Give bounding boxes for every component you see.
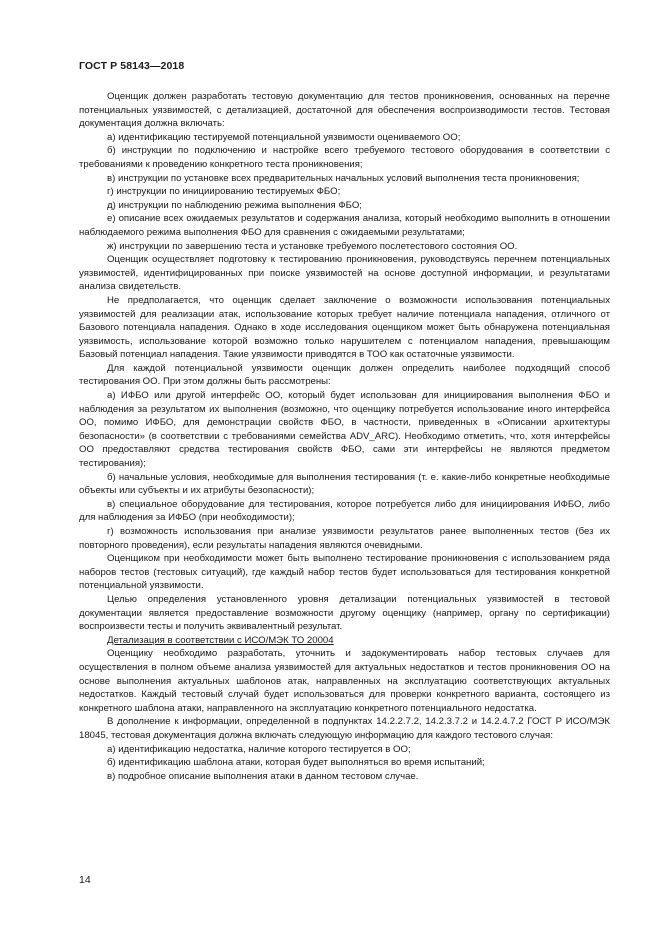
paragraph: Оценщиком при необходимости может быть выполнено тестирование проникновения с использованием ряда наборов тестов (тестовых ситуаций), где каждый набор тестов будет использоваться для тестирования конкретной потенциальной уязвимости. bbox=[79, 553, 610, 592]
list-item: в) подробное описание выполнения атаки в данном тестовом случае. bbox=[107, 770, 419, 782]
section-heading bbox=[79, 634, 610, 648]
list-item: б) начальные условия, необходимые для выполнения тестирования (т. е. какие-либо конкретные необходимые объекты или субъекты и их атрибуты безопасности); bbox=[79, 471, 610, 497]
list-item: а) идентификацию недостатка, наличие которого тестируется в ОО; bbox=[107, 743, 411, 755]
paragraph: Оценщик осуществляет подготовку к тестированию проникновения, руководствуясь перечнем потенциальных уязвимостей, идентифицированных при поиске уязвимостей на основе доступной информации, и результатами анализа свидетельств. bbox=[79, 254, 610, 293]
list-item: г) возможность использования при анализе уязвимости результатов ранее выполненных тестов (без их повторного проведения), если результаты нападения являются очевидными. bbox=[79, 526, 610, 551]
list-item: б) идентификацию шаблона атаки, которая будет выполняться во время испытаний; bbox=[107, 757, 485, 769]
document-header: ГОСТ Р 58143—2018 bbox=[79, 60, 185, 72]
document-body bbox=[79, 90, 610, 783]
paragraph: Оценщик должен разработать тестовую документацию для тестов проникновения, основанных на перечне потенциальных уязвимостей, с детализацией, достаточной для обеспечения воспроизводимости тестов. Тестовая документация должна включать: bbox=[79, 91, 610, 130]
paragraph: В дополнение к информации, определенной в подпунктах 14.2.2.7.2, 14.2.3.7.2 и 14.2.4.7.2 ГОСТ Р ИСО/МЭК 18045, тестовая документация должна включать следующую информацию для каждого тестового случая: bbox=[79, 716, 610, 741]
page-number: 14 bbox=[79, 874, 91, 886]
paragraph: Не предполагается, что оценщик сделает заключение о возможности использования потенциальных уязвимостей для реализации атак, использование которых требует наличие потенциала нападения, отличного от Базового потенциала нападения. Однако в ходе исследования оценщиком может быть обнаружена потенциальная уязвимость, использование которой возможно только нарушителем с потенциалом нападения, превышающим Базовый потенциал нападения. Такие уязвимости приводятся в ТОО как остаточные уязвимости. bbox=[79, 294, 610, 361]
list-item: в) специальное оборудование для тестирования, которое потребуется либо для инициирования ИФБО, либо для наблюдения за ИФБО (при необходимости); bbox=[79, 498, 610, 524]
list-item: г) инструкции по инициированию тестируемых ФБО; bbox=[107, 186, 341, 198]
underlined-heading-text: Детализация в соответствии с ИСО/МЭК ТО 20004 bbox=[107, 634, 334, 646]
list-item: а) ИФБО или другой интерфейс ОО, который будет использован для инициирования выполнения ФБО и наблюдения за результатом их выполнения (возможно, что оценщику потребуется использование иного интерфейса ОО, помимо ИФБО, для демонстрации свойств ФБО, в частности, приведенных в «Описании архитектуры безопасности» (в соответствии с требованиями семейства ADV_ARC). Необходимо отметить, что, хотя интерфейсы ОО предоставляют средства тестирования свойств ФБО, сами эти интерфейсы не являются предметом тестирования); bbox=[79, 390, 610, 470]
paragraph: Для каждой потенциальной уязвимости оценщик должен определить наиболее подходящий способ тестирования ОО. При этом должны быть рассмотрены: bbox=[79, 362, 610, 388]
list-item: в) инструкции по установке всех предварительных начальных условий выполнения теста проникновения; bbox=[107, 172, 580, 184]
list-item: е) описание всех ожидаемых результатов и содержания анализа, который необходимо выполнить в отношении наблюдаемого режима выполнения ФБО для сравнения с ожидаемыми результатами; bbox=[79, 213, 610, 238]
list-item: д) инструкции по наблюдению режима выполнения ФБО; bbox=[107, 199, 362, 211]
list-item: ж) инструкции по завершению теста и установке требуемого послетестового состояния ОО. bbox=[107, 240, 518, 252]
paragraph: Оценщику необходимо разработать, уточнить и задокументировать набор тестовых случаев для осуществления в полном объеме анализа уязвимостей для актуальных недостатков и тестов проникновения ОО на основе выполнения актуальных шаблонов атак, направленных на эксплуатацию соответствующих актуальных недостатков. Каждый тестовый случай будет использоваться для проверки конкретного варианта, состоящего из конкретного шаблона атаки, направленного на эксплуатацию конкретного потенциального недостатка. bbox=[79, 648, 610, 714]
list-item: б) инструкции по подключению и настройке всего требуемого тестового оборудования в соответствии с требованиями к проведению конкретного теста проникновения; bbox=[79, 145, 610, 170]
list-item: а) идентификацию тестируемой потенциальной уязвимости оцениваемого ОО; bbox=[107, 131, 461, 143]
paragraph: Целью определения установленного уровня детализации потенциальных уязвимостей в тестовой документации является предоставление возможности другому оценщику (например, органу по сертификации) воспроизвести тесты и получить эквивалентный результат. bbox=[79, 593, 610, 633]
